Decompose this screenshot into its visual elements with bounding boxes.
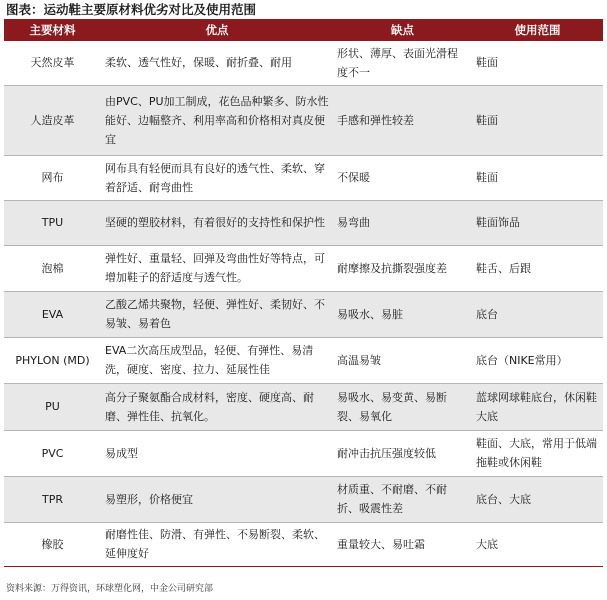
table-row	[4, 476, 603, 522]
cell-advantages: 弹性好、重量轻、回弹及弯曲性好等特点，可增加鞋子的舒适度与透气性。	[101, 245, 333, 291]
cell-disadvantages: 材质重、不耐磨、不耐折、吸震性差	[333, 476, 472, 522]
table-row	[4, 155, 603, 200]
cell-advantages: EVA二次高压成型品，轻便、有弹性、易清洗，硬度、密度、拉力、延展性佳	[101, 337, 333, 383]
cell-material: 网布	[4, 155, 101, 200]
figure-title: 图表：运动鞋主要原材料优劣对比及使用范围	[6, 2, 257, 17]
table-row	[4, 200, 603, 245]
cell-material: PU	[4, 383, 101, 430]
cell-disadvantages: 重量较大、易吐霜	[333, 522, 472, 566]
cell-material: EVA	[4, 291, 101, 337]
header-disadvantages: 缺点	[333, 19, 472, 41]
cell-usage: 鞋面	[472, 41, 603, 85]
header-advantages: 优点	[101, 19, 333, 41]
source-note: 资料来源：万得资讯，环球塑化网，中金公司研究部	[6, 584, 214, 594]
table-row	[4, 245, 603, 291]
header-material: 主要材料	[4, 19, 101, 41]
cell-disadvantages: 易弯曲	[333, 200, 472, 245]
cell-usage: 底台	[472, 291, 603, 337]
cell-material: TPU	[4, 200, 101, 245]
cell-advantages: 易塑形，价格便宜	[101, 476, 333, 522]
cell-disadvantages: 手感和弹性较差	[333, 85, 472, 155]
table-row	[4, 430, 603, 476]
cell-advantages: 乙酸乙烯共聚物，轻便、弹性好、柔韧好、不易皱、易着色	[101, 291, 333, 337]
header-usage: 使用范围	[472, 19, 603, 41]
cell-material: PHYLON (MD)	[4, 337, 101, 383]
cell-advantages: 柔软、透气性好，保暖、耐折叠、耐用	[101, 41, 333, 85]
cell-usage: 鞋舌、后跟	[472, 245, 603, 291]
cell-advantages: 耐磨性佳、防滑、有弹性、不易断裂、柔软、延伸度好	[101, 522, 333, 566]
materials-table	[4, 19, 603, 567]
cell-material: TPR	[4, 476, 101, 522]
table-row	[4, 337, 603, 383]
cell-usage: 鞋面	[472, 85, 603, 155]
cell-disadvantages: 形状、薄厚、表面光滑程度不一	[333, 41, 472, 85]
cell-material: 人造皮革	[4, 85, 101, 155]
cell-advantages: 高分子聚氨酯合成材料，密度、硬度高、耐磨、弹性佳、抗氧化。	[101, 383, 333, 430]
table-header-row	[4, 19, 603, 41]
table-row	[4, 383, 603, 430]
table-row	[4, 85, 603, 155]
cell-advantages: 由PVC、PU加工制成，花色品种繁多、防水性能好、边幅整齐、利用率高和价格相对真皮便宜	[101, 85, 333, 155]
cell-material: 泡棉	[4, 245, 101, 291]
cell-usage: 蓝球网球鞋底台，休闲鞋大底	[472, 383, 603, 430]
table-row	[4, 291, 603, 337]
cell-usage: 鞋面、大底，常用于低端拖鞋或休闲鞋	[472, 430, 603, 476]
cell-usage: 鞋面	[472, 155, 603, 200]
table-row	[4, 41, 603, 85]
cell-disadvantages: 高温易皱	[333, 337, 472, 383]
cell-material: 橡胶	[4, 522, 101, 566]
cell-usage: 鞋面饰品	[472, 200, 603, 245]
cell-disadvantages: 易吸水、易变黄、易断裂、易氧化	[333, 383, 472, 430]
cell-usage: 大底	[472, 522, 603, 566]
cell-advantages: 坚硬的塑胶材料，有着很好的支持性和保护性	[101, 200, 333, 245]
table-row	[4, 522, 603, 566]
cell-material: 天然皮革	[4, 41, 101, 85]
cell-advantages: 易成型	[101, 430, 333, 476]
cell-usage: 底台（NIKE常用）	[472, 337, 603, 383]
cell-disadvantages: 不保暖	[333, 155, 472, 200]
cell-disadvantages: 易吸水、易脏	[333, 291, 472, 337]
cell-usage: 底台、大底	[472, 476, 603, 522]
cell-advantages: 网布具有轻便而具有良好的透气性、柔软、穿着舒适、耐弯曲性	[101, 155, 333, 200]
cell-disadvantages: 耐摩擦及抗撕裂强度差	[333, 245, 472, 291]
cell-disadvantages: 耐冲击抗压强度较低	[333, 430, 472, 476]
cell-material: PVC	[4, 430, 101, 476]
